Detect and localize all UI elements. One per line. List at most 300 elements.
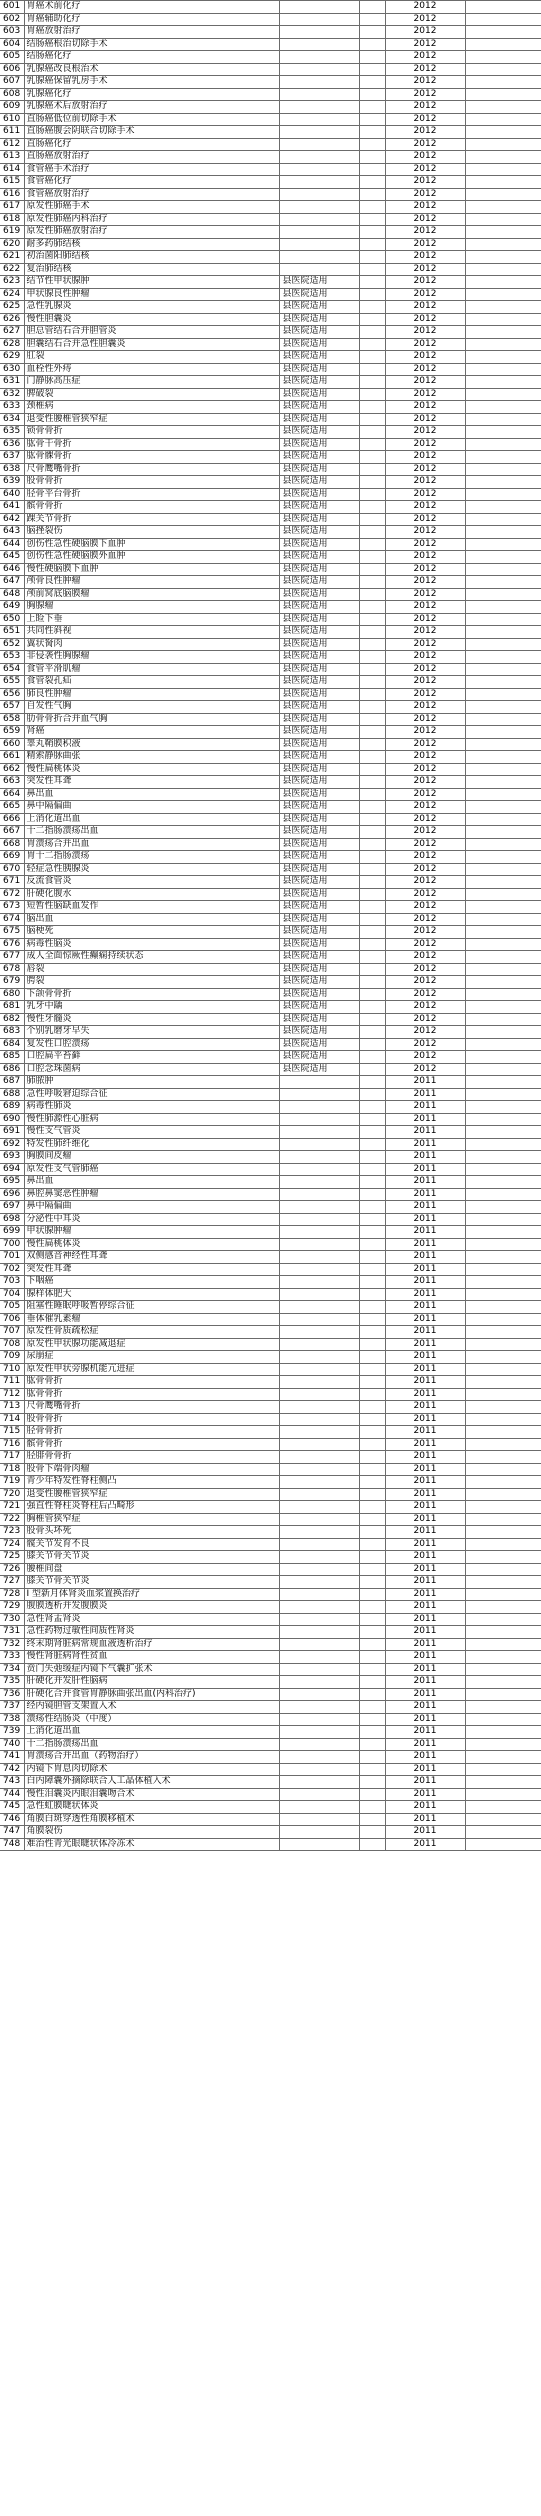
year-cell: 2011 [385, 1213, 465, 1226]
applicability-note-cell [279, 1376, 359, 1389]
empty-cell [465, 926, 541, 939]
pathway-name-cell: 腹膜透析并发腹膜炎 [24, 1601, 279, 1614]
year-cell: 2011 [385, 1126, 465, 1139]
row-number-cell: 705 [0, 1301, 24, 1314]
year-cell: 2012 [385, 576, 465, 589]
empty-cell [465, 126, 541, 139]
row-number-cell: 626 [0, 313, 24, 326]
applicability-note-cell [279, 1613, 359, 1626]
table-row [0, 1501, 541, 1514]
row-number-cell: 706 [0, 1313, 24, 1326]
year-cell: 2012 [385, 813, 465, 826]
empty-cell [465, 576, 541, 589]
pathway-name-cell: 胫骨平台骨折 [24, 488, 279, 501]
empty-cell [359, 213, 385, 226]
empty-cell [465, 363, 541, 376]
pathway-name-cell: 分泌性中耳炎 [24, 1213, 279, 1226]
row-number-cell: 682 [0, 1013, 24, 1026]
empty-cell [465, 1213, 541, 1226]
row-number-cell: 744 [0, 1788, 24, 1801]
applicability-note-cell [279, 1776, 359, 1789]
empty-cell [359, 1138, 385, 1151]
pathway-name-cell: 胫腓骨骨折 [24, 1451, 279, 1464]
empty-cell [465, 1076, 541, 1089]
applicability-note-cell: 县医院适用 [279, 988, 359, 1001]
year-cell: 2011 [385, 1338, 465, 1351]
pathway-name-cell: 病毒性脑炎 [24, 938, 279, 951]
empty-cell [465, 438, 541, 451]
applicability-note-cell: 县医院适用 [279, 563, 359, 576]
empty-cell [359, 1013, 385, 1026]
row-number-cell: 721 [0, 1501, 24, 1514]
pathway-name-cell: 慢性泪囊炎内眼泪囊吻合术 [24, 1788, 279, 1801]
year-cell: 2011 [385, 1713, 465, 1726]
table-row [0, 201, 541, 214]
pathway-name-cell: 慢性扁桃体炎 [24, 763, 279, 776]
empty-cell [359, 763, 385, 776]
empty-cell [359, 101, 385, 114]
empty-cell [465, 1826, 541, 1839]
empty-cell [465, 63, 541, 76]
empty-cell [359, 388, 385, 401]
year-cell: 2012 [385, 351, 465, 364]
applicability-note-cell [279, 51, 359, 64]
row-number-cell: 641 [0, 501, 24, 514]
year-cell: 2011 [385, 1563, 465, 1576]
row-number-cell: 717 [0, 1451, 24, 1464]
year-cell: 2012 [385, 663, 465, 676]
pathway-name-cell: 病毒性肺炎 [24, 1101, 279, 1114]
table-row [0, 1838, 541, 1851]
year-cell: 2012 [385, 101, 465, 114]
table-row [0, 1663, 541, 1676]
table-row [0, 1063, 541, 1076]
applicability-note-cell: 县医院适用 [279, 963, 359, 976]
row-number-cell: 606 [0, 63, 24, 76]
year-cell: 2011 [385, 1538, 465, 1551]
empty-cell [359, 888, 385, 901]
empty-cell [359, 1626, 385, 1639]
row-number-cell: 674 [0, 913, 24, 926]
table-row [0, 1388, 541, 1401]
table-row [0, 263, 541, 276]
year-cell: 2012 [385, 263, 465, 276]
empty-cell [359, 1588, 385, 1601]
applicability-note-cell [279, 1338, 359, 1351]
table-row [0, 26, 541, 39]
empty-cell [465, 1301, 541, 1314]
year-cell: 2011 [385, 1788, 465, 1801]
empty-cell [465, 1838, 541, 1851]
empty-cell [359, 1163, 385, 1176]
table-row [0, 13, 541, 26]
table-row [0, 1088, 541, 1101]
empty-cell [359, 1063, 385, 1076]
year-cell: 2011 [385, 1426, 465, 1439]
empty-cell [465, 1251, 541, 1264]
applicability-note-cell: 县医院适用 [279, 413, 359, 426]
year-cell: 2011 [385, 1776, 465, 1789]
row-number-cell: 663 [0, 776, 24, 789]
applicability-note-cell [279, 1601, 359, 1614]
row-number-cell: 690 [0, 1113, 24, 1126]
year-cell: 2012 [385, 288, 465, 301]
applicability-note-cell: 县医院适用 [279, 851, 359, 864]
applicability-note-cell [279, 1326, 359, 1339]
year-cell: 2011 [385, 1726, 465, 1739]
empty-cell [465, 1176, 541, 1189]
year-cell: 2012 [385, 501, 465, 514]
empty-cell [465, 963, 541, 976]
pathway-name-cell: 胃十二指肠溃疡 [24, 851, 279, 864]
row-number-cell: 718 [0, 1463, 24, 1476]
empty-cell [359, 1813, 385, 1826]
empty-cell [359, 688, 385, 701]
pathway-name-cell: 乳腺癌改良根治术 [24, 63, 279, 76]
table-row [0, 151, 541, 164]
empty-cell [359, 1701, 385, 1714]
row-number-cell: 719 [0, 1476, 24, 1489]
empty-cell [465, 1763, 541, 1776]
applicability-note-cell [279, 1626, 359, 1639]
empty-cell [359, 1601, 385, 1614]
applicability-note-cell: 县医院适用 [279, 301, 359, 314]
row-number-cell: 621 [0, 251, 24, 264]
row-number-cell: 651 [0, 626, 24, 639]
empty-cell [359, 76, 385, 89]
pathway-name-cell: 创伤性急性硬脑膜下血肿 [24, 538, 279, 551]
empty-cell [359, 463, 385, 476]
empty-cell [465, 1701, 541, 1714]
table-row [0, 238, 541, 251]
row-number-cell: 653 [0, 651, 24, 664]
applicability-note-cell [279, 101, 359, 114]
table-row [0, 1738, 541, 1751]
empty-cell [359, 376, 385, 389]
pathway-name-cell: 原发性甲状旁腺机能亢进症 [24, 1363, 279, 1376]
row-number-cell: 699 [0, 1226, 24, 1239]
empty-cell [465, 1463, 541, 1476]
year-cell: 2012 [385, 163, 465, 176]
row-number-cell: 741 [0, 1751, 24, 1764]
empty-cell [465, 651, 541, 664]
applicability-note-cell [279, 1163, 359, 1176]
row-number-cell: 736 [0, 1688, 24, 1701]
empty-cell [465, 176, 541, 189]
pathway-name-cell: 共同性斜视 [24, 626, 279, 639]
year-cell: 2012 [385, 251, 465, 264]
empty-cell [465, 501, 541, 514]
empty-cell [465, 788, 541, 801]
table-row [0, 613, 541, 626]
applicability-note-cell [279, 1651, 359, 1664]
empty-cell [465, 1538, 541, 1551]
pathway-name-cell: 甲状腺肿瘤 [24, 1226, 279, 1239]
pathway-name-cell: 唇裂 [24, 963, 279, 976]
year-cell: 2012 [385, 488, 465, 501]
applicability-note-cell: 县医院适用 [279, 763, 359, 776]
table-row [0, 226, 541, 239]
table-row [0, 1438, 541, 1451]
row-number-cell: 684 [0, 1038, 24, 1051]
empty-cell [465, 1363, 541, 1376]
applicability-note-cell: 县医院适用 [279, 451, 359, 464]
applicability-note-cell [279, 1763, 359, 1776]
row-number-cell: 691 [0, 1126, 24, 1139]
pathway-name-cell: 胃癌辅助化疗 [24, 13, 279, 26]
empty-cell [359, 313, 385, 326]
row-number-cell: 646 [0, 563, 24, 576]
year-cell: 2012 [385, 688, 465, 701]
pathway-name-cell: 慢性肾脏病肾性贫血 [24, 1651, 279, 1664]
empty-cell [359, 451, 385, 464]
row-number-cell: 658 [0, 713, 24, 726]
empty-cell [465, 626, 541, 639]
applicability-note-cell: 县医院适用 [279, 813, 359, 826]
table-row [0, 213, 541, 226]
table-row [0, 913, 541, 926]
empty-cell [465, 1413, 541, 1426]
empty-cell [465, 951, 541, 964]
applicability-note-cell [279, 88, 359, 101]
year-cell: 2012 [385, 588, 465, 601]
empty-cell [465, 163, 541, 176]
pathway-name-cell: 股骨下端骨肉瘤 [24, 1463, 279, 1476]
empty-cell [359, 1826, 385, 1839]
empty-cell [359, 263, 385, 276]
year-cell: 2011 [385, 1738, 465, 1751]
applicability-note-cell [279, 1551, 359, 1564]
year-cell: 2011 [385, 1476, 465, 1489]
empty-cell [465, 713, 541, 726]
row-number-cell: 601 [0, 1, 24, 14]
year-cell: 2011 [385, 1288, 465, 1301]
table-row [0, 726, 541, 739]
pathway-name-cell: 退变性腰椎管狭窄症 [24, 1488, 279, 1501]
row-number-cell: 645 [0, 551, 24, 564]
pathway-name-cell: 胸膜间皮瘤 [24, 1151, 279, 1164]
pathway-name-cell: 特发性肺纤维化 [24, 1138, 279, 1151]
table-row [0, 88, 541, 101]
applicability-note-cell: 县医院适用 [279, 751, 359, 764]
empty-cell [359, 1226, 385, 1239]
row-number-cell: 630 [0, 363, 24, 376]
empty-cell [359, 1001, 385, 1014]
applicability-note-cell [279, 1413, 359, 1426]
year-cell: 2012 [385, 63, 465, 76]
empty-cell [359, 576, 385, 589]
table-row [0, 1238, 541, 1251]
year-cell: 2011 [385, 1263, 465, 1276]
table-row [0, 1401, 541, 1414]
applicability-note-cell [279, 251, 359, 264]
empty-cell [359, 151, 385, 164]
empty-cell [465, 1, 541, 14]
empty-cell [465, 1451, 541, 1464]
applicability-note-cell [279, 138, 359, 151]
empty-cell [359, 1288, 385, 1301]
pathway-name-cell: 颈椎病 [24, 401, 279, 414]
applicability-note-cell [279, 1676, 359, 1689]
row-number-cell: 608 [0, 88, 24, 101]
empty-cell [465, 1013, 541, 1026]
applicability-note-cell [279, 1738, 359, 1751]
row-number-cell: 686 [0, 1063, 24, 1076]
empty-cell [465, 1588, 541, 1601]
pathway-name-cell: 口腔扁平苔藓 [24, 1051, 279, 1064]
applicability-note-cell: 县医院适用 [279, 838, 359, 851]
empty-cell [465, 513, 541, 526]
empty-cell [465, 813, 541, 826]
table-row [0, 288, 541, 301]
empty-cell [465, 351, 541, 364]
table-row [0, 1826, 541, 1839]
empty-cell [465, 1138, 541, 1151]
table-row [0, 1513, 541, 1526]
pathway-name-cell: 反流食管炎 [24, 876, 279, 889]
table-row [0, 301, 541, 314]
table-row [0, 1626, 541, 1639]
pathway-name-cell: 膝关节骨关节炎 [24, 1576, 279, 1589]
empty-cell [465, 226, 541, 239]
empty-cell [359, 901, 385, 914]
table-row [0, 1051, 541, 1064]
year-cell: 2012 [385, 476, 465, 489]
row-number-cell: 685 [0, 1051, 24, 1064]
pathway-name-cell: 口腔念珠菌病 [24, 1063, 279, 1076]
pathway-name-cell: 垂体催乳素瘤 [24, 1313, 279, 1326]
table-row [0, 251, 541, 264]
row-number-cell: 667 [0, 826, 24, 839]
table-row [0, 1576, 541, 1589]
pathway-name-cell: 下咽癌 [24, 1276, 279, 1289]
year-cell: 2012 [385, 776, 465, 789]
row-number-cell: 714 [0, 1413, 24, 1426]
table-row [0, 1213, 541, 1226]
empty-cell [465, 1663, 541, 1676]
table-row [0, 451, 541, 464]
table-row [0, 526, 541, 539]
row-number-cell: 652 [0, 638, 24, 651]
empty-cell [359, 1376, 385, 1389]
applicability-note-cell [279, 1813, 359, 1826]
empty-cell [465, 1038, 541, 1051]
year-cell: 2012 [385, 901, 465, 914]
pathway-name-cell: 终末期肾脏病常规血液透析治疗 [24, 1638, 279, 1651]
empty-cell [359, 288, 385, 301]
row-number-cell: 733 [0, 1651, 24, 1664]
applicability-note-cell [279, 1138, 359, 1151]
year-cell: 2011 [385, 1188, 465, 1201]
pathway-name-cell: 直肠癌腹会阴联合切除手术 [24, 126, 279, 139]
pathway-name-cell: 急性药物过敏性间质性肾炎 [24, 1626, 279, 1639]
table-row [0, 588, 541, 601]
empty-cell [359, 1663, 385, 1676]
year-cell: 2011 [385, 1101, 465, 1114]
pathway-name-cell: 睾丸鞘膜积液 [24, 738, 279, 751]
row-number-cell: 680 [0, 988, 24, 1001]
year-cell: 2012 [385, 526, 465, 539]
empty-cell [465, 1813, 541, 1826]
empty-cell [359, 926, 385, 939]
year-cell: 2012 [385, 676, 465, 689]
empty-cell [359, 126, 385, 139]
empty-cell [359, 1788, 385, 1801]
pathway-name-cell: 结肠癌化疗 [24, 51, 279, 64]
table-row [0, 363, 541, 376]
empty-cell [465, 1326, 541, 1339]
pathway-name-cell: 肱骨髁骨折 [24, 451, 279, 464]
empty-cell [465, 1438, 541, 1451]
pathway-name-cell: 胃癌放射治疗 [24, 26, 279, 39]
pathway-name-cell: 胆总管结石合并胆管炎 [24, 326, 279, 339]
applicability-note-cell [279, 13, 359, 26]
pathway-name-cell: I 型新月体肾炎血浆置换治疗 [24, 1588, 279, 1601]
table-row [0, 551, 541, 564]
table-row [0, 1188, 541, 1201]
row-number-cell: 739 [0, 1726, 24, 1739]
empty-cell [465, 863, 541, 876]
pathway-name-cell: 双侧感音神经性耳聋 [24, 1251, 279, 1264]
empty-cell [359, 1801, 385, 1814]
year-cell: 2012 [385, 726, 465, 739]
row-number-cell: 715 [0, 1426, 24, 1439]
pathway-name-cell: 肛裂 [24, 351, 279, 364]
pathway-name-cell: 肺脓肿 [24, 1076, 279, 1089]
empty-cell [359, 1101, 385, 1114]
table-row [0, 1113, 541, 1126]
pathway-name-cell: 急性乳腺炎 [24, 301, 279, 314]
year-cell: 2012 [385, 826, 465, 839]
year-cell: 2012 [385, 613, 465, 626]
empty-cell [465, 1113, 541, 1126]
row-number-cell: 618 [0, 213, 24, 226]
pathway-name-cell: 原发性肺癌内科治疗 [24, 213, 279, 226]
applicability-note-cell [279, 1113, 359, 1126]
pathway-name-cell: 髌骨骨折 [24, 1438, 279, 1451]
table-row [0, 1638, 541, 1651]
empty-cell [359, 651, 385, 664]
table-row [0, 38, 541, 51]
year-cell: 2012 [385, 363, 465, 376]
year-cell: 2012 [385, 38, 465, 51]
empty-cell [359, 363, 385, 376]
applicability-note-cell: 县医院适用 [279, 588, 359, 601]
table-row [0, 813, 541, 826]
table-row [0, 563, 541, 576]
table-row [0, 1338, 541, 1351]
empty-cell [465, 588, 541, 601]
pathway-name-cell: 轻症急性胰腺炎 [24, 863, 279, 876]
row-number-cell: 745 [0, 1801, 24, 1814]
empty-cell [359, 1126, 385, 1139]
year-cell: 2012 [385, 551, 465, 564]
empty-cell [359, 1563, 385, 1576]
applicability-note-cell [279, 1388, 359, 1401]
year-cell: 2011 [385, 1138, 465, 1151]
applicability-note-cell: 县医院适用 [279, 601, 359, 614]
year-cell: 2012 [385, 426, 465, 439]
year-cell: 2012 [385, 926, 465, 939]
year-cell: 2012 [385, 751, 465, 764]
empty-cell [359, 963, 385, 976]
year-cell: 2012 [385, 413, 465, 426]
empty-cell [465, 538, 541, 551]
empty-cell [359, 13, 385, 26]
row-number-cell: 660 [0, 738, 24, 751]
empty-cell [359, 1551, 385, 1564]
row-number-cell: 693 [0, 1151, 24, 1164]
